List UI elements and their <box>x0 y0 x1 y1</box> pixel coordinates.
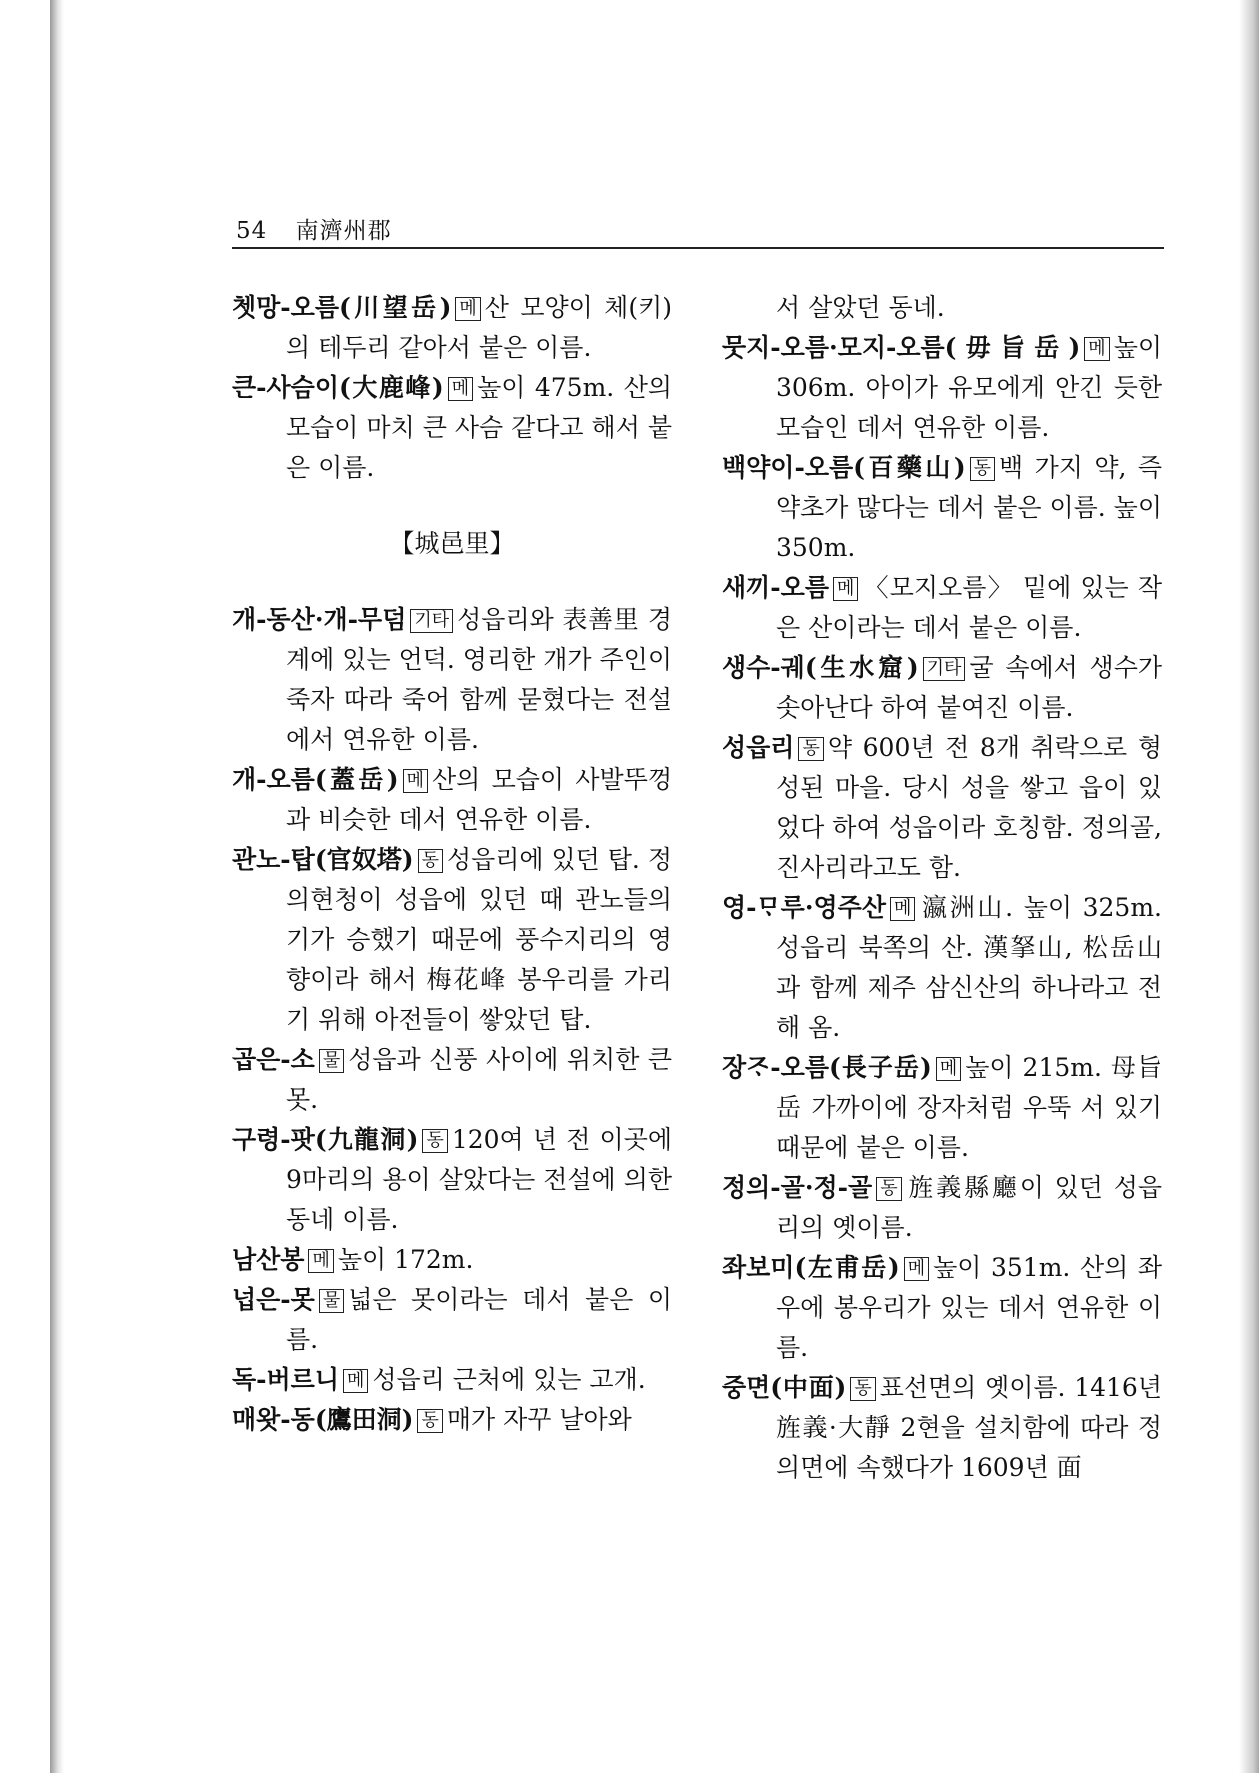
right-column <box>722 288 1162 1488</box>
category-tag: 메 <box>343 1369 368 1393</box>
dictionary-entry <box>232 1400 672 1440</box>
entry-term: 독-버르니 <box>232 1365 339 1394</box>
dictionary-entry <box>232 368 672 488</box>
entry-term: 관노-탑(官奴塔) <box>232 845 414 874</box>
page-edge <box>0 0 50 1773</box>
entry-term: 구령-팟(九龍洞) <box>232 1125 419 1154</box>
entry-definition: 성읍리와 表善里 경계에 있는 언덕. 영리한 개가 주인이 죽자 따라 죽어 함께 묻혔다는 전설에서 연유한 이름. <box>286 605 672 754</box>
entry-definition: 백 가지 약, 즉 약초가 많다는 데서 붙은 이름. 높이 350m. <box>776 453 1162 562</box>
entry-definition: 성읍리 근처에 있는 고개. <box>372 1365 646 1394</box>
dictionary-entry <box>232 1040 672 1120</box>
category-tag: 기타 <box>410 609 453 633</box>
category-tag: 동 <box>417 1409 442 1433</box>
entry-term: 좌보미(左甫岳) <box>722 1253 900 1282</box>
running-title: 南濟州郡 <box>295 218 392 244</box>
category-tag: 물 <box>319 1049 344 1073</box>
section-heading: 【城邑里】 <box>389 529 515 558</box>
entry-term: 뭇지-오름·모지-오름(毋旨岳) <box>722 333 1081 362</box>
category-tag: 메 <box>904 1257 929 1281</box>
entry-definition: 높이 475m. 산의 모습이 마치 큰 사슴 같다고 해서 붙은 이름. <box>286 373 672 482</box>
entry-definition: 〈모지오름〉 밑에 있는 작은 산이라는 데서 붙은 이름. <box>776 573 1162 642</box>
category-tag: 동 <box>418 849 443 873</box>
entry-definition: 약 600년 전 8개 취락으로 형성된 마을. 당시 성을 쌓고 읍이 있었다 하여 성읍이라 호칭함. 정의골, 진사리라고도 함. <box>776 733 1162 882</box>
left-column <box>232 288 672 1440</box>
entry-term: 넙은-못 <box>232 1285 315 1314</box>
category-tag: 메 <box>455 297 480 321</box>
dictionary-entry <box>722 1248 1162 1368</box>
category-tag: 메 <box>833 577 858 601</box>
dictionary-entry <box>722 328 1162 448</box>
category-tag: 동 <box>970 457 995 481</box>
category-tag: 메 <box>448 377 473 401</box>
dictionary-entry <box>722 1048 1162 1168</box>
dictionary-entry <box>232 288 672 368</box>
entry-definition: 旌義縣廳이 있던 성읍리의 옛이름. <box>776 1173 1162 1242</box>
dictionary-entry <box>722 568 1162 648</box>
entry-definition: 성읍과 신풍 사이에 위치한 큰 못. <box>286 1045 672 1114</box>
category-tag: 동 <box>798 737 823 761</box>
dictionary-entry <box>722 648 1162 728</box>
page-number: 54 <box>236 218 268 244</box>
entry-definition: 높이 172m. <box>337 1245 474 1274</box>
entry-definition: 넓은 못이라는 데서 붙은 이름. <box>286 1285 672 1354</box>
dictionary-entry <box>232 840 672 1040</box>
category-tag: 메 <box>403 769 428 793</box>
entry-term: 생수-궤(生水窟) <box>722 653 919 682</box>
entry-term: 장ᄌᆞ-오름(長子岳) <box>722 1053 932 1082</box>
dictionary-entry <box>722 888 1162 1048</box>
entry-term: 중면(中面) <box>722 1373 847 1402</box>
dictionary-entry <box>232 1360 672 1400</box>
entry-definition: 높이 215m. 母旨岳 가까이에 장자처럼 우뚝 서 있기 때문에 붙은 이름. <box>776 1053 1162 1162</box>
dictionary-entry <box>232 600 672 760</box>
dictionary-entry <box>232 1280 672 1360</box>
running-head <box>236 212 392 245</box>
entry-term: 남산봉 <box>232 1245 305 1274</box>
binding-shadow <box>50 0 64 1773</box>
category-tag: 기타 <box>923 657 966 681</box>
entry-definition: 굴 속에서 생수가 솟아난다 하여 붙여진 이름. <box>776 653 1162 722</box>
entry-term: 성읍리 <box>722 733 795 762</box>
entry-term: 곱은-소 <box>232 1045 315 1074</box>
entry-definition: 성읍리에 있던 탑. 정의현청이 성읍에 있던 때 관노들의 기가 승했기 때문에 풍수지리의 영향이라 해서 梅花峰 봉우리를 가리기 위해 아전들이 쌓았던 탑. <box>286 845 672 1034</box>
dictionary-entry <box>722 448 1162 568</box>
entry-term: 개-오름(蓋岳) <box>232 765 399 794</box>
entry-definition: 높이 306m. 아이가 유모에게 안긴 듯한 모습인 데서 연유한 이름. <box>776 333 1162 442</box>
dictionary-entry <box>232 1120 672 1240</box>
entry-continuation: 서 살았던 동네. <box>776 293 945 322</box>
entry-definition: 瀛洲山. 높이 325m. 성읍리 북쪽의 산. 漢拏山, 松岳山과 함께 제주 삼신산의 하나라고 전해 옴. <box>776 893 1162 1042</box>
dictionary-entry <box>722 1368 1162 1488</box>
category-tag: 동 <box>422 1129 447 1153</box>
entry-term: 백약이-오름(百藥山) <box>722 453 966 482</box>
category-tag: 메 <box>936 1057 961 1081</box>
category-tag: 메 <box>308 1249 333 1273</box>
dictionary-entry <box>232 760 672 840</box>
entry-term: 정의-골·정-골 <box>722 1173 873 1202</box>
category-tag: 동 <box>850 1377 875 1401</box>
entry-definition: 표선면의 옛이름. 1416년 旌義·大靜 2현을 설치함에 따라 정의면에 속했다가 1609년 面 <box>776 1373 1162 1482</box>
category-tag: 물 <box>319 1289 344 1313</box>
category-tag: 메 <box>890 897 915 921</box>
entry-term: 영-ᄆᆞ루·영주산 <box>722 893 886 922</box>
entry-definition: 산 모양이 체(키)의 테두리 같아서 붙은 이름. <box>286 293 672 362</box>
entry-definition: 120여 년 전 이곳에 9마리의 용이 살았다는 전설에 의한 동네 이름. <box>286 1125 672 1234</box>
right-page-edge <box>1239 0 1259 1773</box>
entry-term: 쳇망-오름(川望岳) <box>232 293 452 322</box>
entry-definition: 매가 자꾸 날아와 <box>446 1405 632 1434</box>
header-rule <box>232 247 1164 249</box>
category-tag: 메 <box>1084 337 1109 361</box>
dictionary-entry <box>722 728 1162 888</box>
entry-term: 매왓-동(鷹田洞) <box>232 1405 414 1434</box>
category-tag: 동 <box>876 1177 901 1201</box>
entry-definition: 높이 351m. 산의 좌우에 봉우리가 있는 데서 연유한 이름. <box>776 1253 1162 1362</box>
entry-term: 큰-사슴이(大鹿峰) <box>232 373 444 402</box>
entry-definition: 산의 모습이 사발뚜껑과 비슷한 데서 연유한 이름. <box>286 765 672 834</box>
entry-term: 개-동산·개-무덤 <box>232 605 407 634</box>
entry-term: 새끼-오름 <box>722 573 829 602</box>
dictionary-entry <box>232 1240 672 1280</box>
dictionary-entry <box>722 1168 1162 1248</box>
